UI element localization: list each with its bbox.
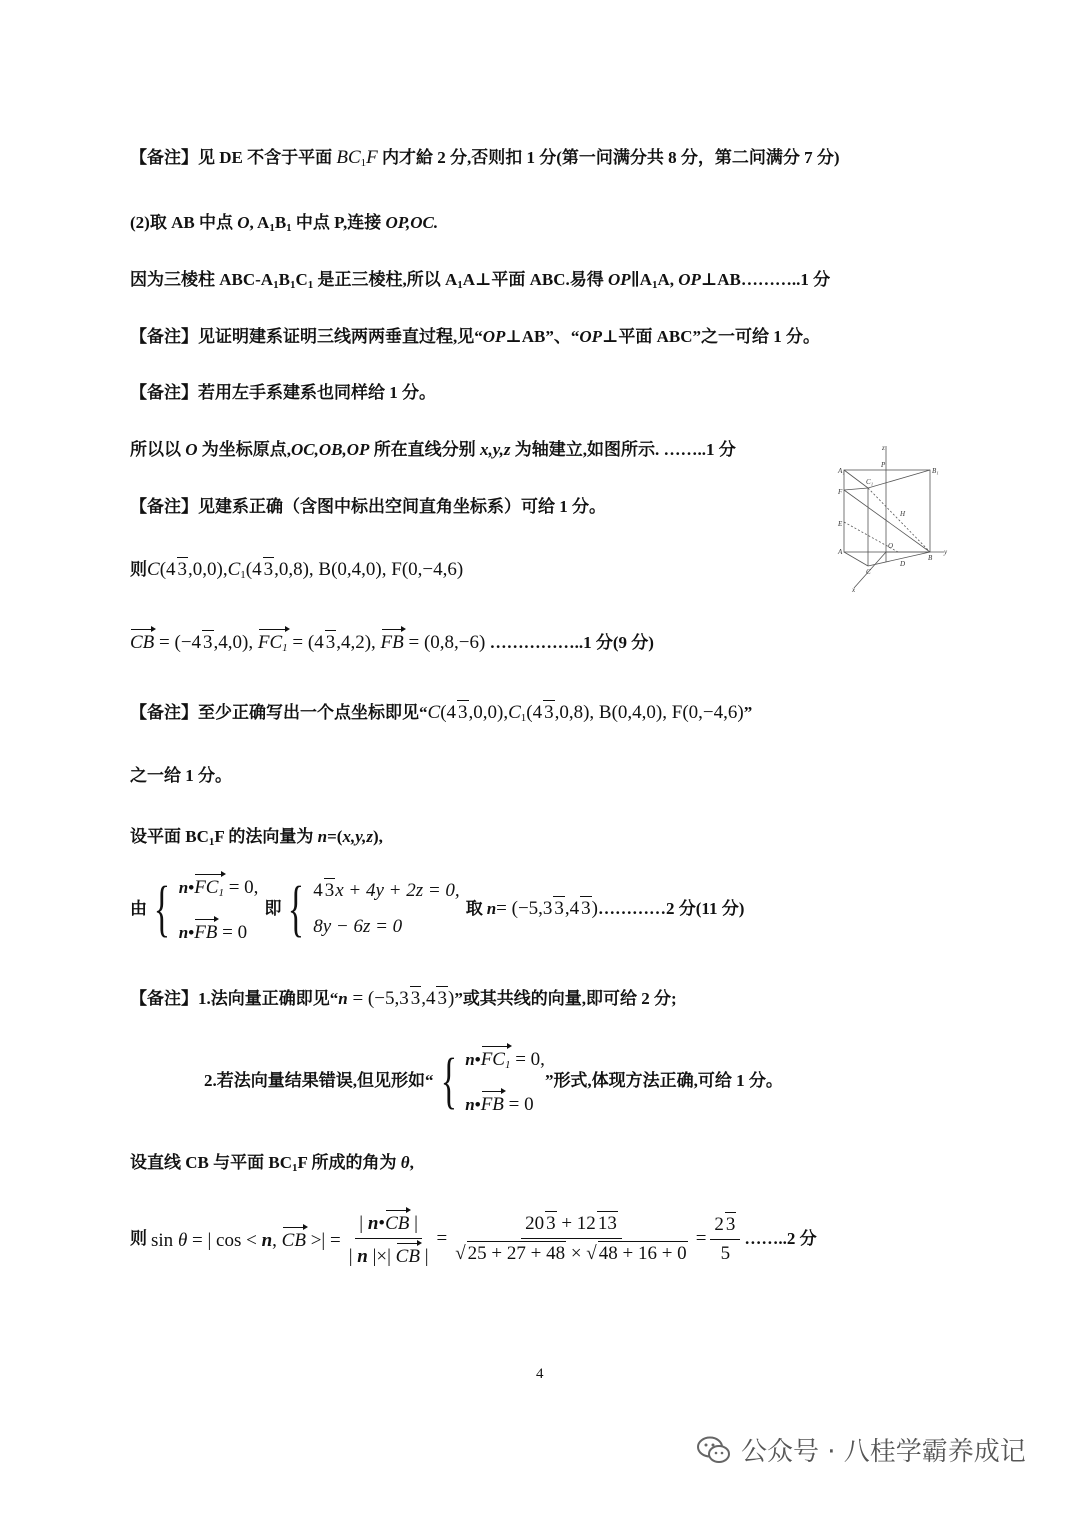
vector-fc1 (194, 872, 224, 905)
plane-name: F (366, 147, 378, 168)
equals: = (695, 1227, 707, 1249)
subscript: 1 (208, 836, 215, 848)
remark-line-7 (204, 1044, 783, 1117)
text: A, (657, 270, 679, 289)
sqrt: 3 (324, 880, 335, 901)
denominator: 5 (720, 1242, 731, 1264)
math: ,0,8), B(0,4,0), F(0,−4,6) (554, 702, 744, 723)
remark-tag: 【备注】 (130, 703, 198, 723)
math: = (−5,3 (496, 897, 553, 919)
vector-n: n (261, 1229, 273, 1251)
math: ) (591, 897, 598, 919)
subscript: 1 (307, 279, 314, 291)
label-a1: A₁ (838, 467, 845, 475)
segments: OC,OB,OP (291, 440, 370, 459)
label-d: D (900, 560, 906, 568)
dot-product-system (147, 872, 258, 945)
text: 2.若法向量结果错误,但见形如“ (204, 1070, 434, 1090)
math: ,4,0), (213, 632, 258, 653)
text: ∥A (630, 270, 652, 289)
vector-fb: FB (381, 627, 404, 655)
math: ,4 (564, 897, 580, 919)
sqrt: 3 (410, 988, 421, 1009)
score: …………2 分(11 分) (598, 898, 745, 918)
math: + 12 (556, 1213, 596, 1234)
text: 所在直线分别 (369, 440, 480, 459)
theta: θ (400, 1153, 410, 1172)
label-p: P (881, 461, 886, 469)
brace: { (440, 1046, 457, 1115)
brace: { (153, 874, 171, 943)
dot-product-system (434, 1044, 545, 1117)
math: (4 (440, 702, 457, 723)
score: ……………..1 分(9 分) (485, 633, 654, 652)
remark-line-5 (130, 700, 752, 730)
vector-fb: FB (481, 1089, 504, 1117)
remark-tag: 【备注】 (130, 327, 198, 347)
math: (4 (159, 559, 176, 580)
remark-tag: 【备注】 (130, 989, 198, 1009)
point-c1: C (227, 559, 241, 580)
system-row: $n•FC_1 = 0$, (179, 872, 259, 905)
numerator: | n•CB | (355, 1208, 422, 1239)
segment: OP (579, 327, 603, 346)
remark-line-2 (130, 325, 820, 349)
subscript: 1 (457, 279, 463, 291)
math: x + 4y + 2z = 0, (335, 880, 460, 901)
subscript: 1 (240, 569, 246, 581)
part2-intro (130, 211, 438, 240)
system-row: n•FB = 0 (465, 1089, 545, 1117)
text: 见建系正确（含图中标出空间直角坐标系）可给 1 分。 (198, 497, 606, 516)
text: 至少正确写出一个点坐标即见“ (198, 703, 428, 722)
math: 2 (714, 1213, 724, 1235)
subscript: 1 (286, 222, 292, 234)
text: A⊥平面 ABC.易得 (462, 270, 608, 289)
system-row (313, 878, 459, 903)
wechat-icon (697, 1436, 731, 1464)
segments: OP,OC. (385, 213, 439, 232)
subscript: 1 (504, 1059, 511, 1071)
numerator (710, 1212, 740, 1240)
sin-expr: sin θ = | cos < n, CB >| = (151, 1225, 341, 1253)
vector-cb: CB (396, 1241, 420, 1269)
vector-n: n (486, 898, 497, 918)
math: 8y − 6z = 0 (313, 916, 403, 937)
fraction-2 (451, 1211, 691, 1266)
label-c1: C₁ (866, 478, 874, 486)
text: ⊥AB………..1 分 (700, 270, 831, 289)
math: 4 (313, 880, 323, 901)
text: 设平面 BC (130, 827, 209, 846)
vector-cb: CB (282, 1225, 306, 1253)
vector-n: n (367, 1213, 379, 1234)
page-number: 4 (536, 1366, 544, 1382)
vector-n: n (465, 1050, 475, 1069)
score: ……..2 分 (744, 1228, 817, 1248)
text: 见证明建系证明三线两两垂直过程,见“ (198, 327, 483, 346)
text: ”或其共线的向量,即可给 2 分; (454, 989, 677, 1008)
text: ”形式,体现方法正确,可给 1 分。 (544, 1070, 783, 1090)
text: 中点 P,连接 (291, 213, 386, 232)
label-o: O (888, 542, 894, 550)
subscript: 1 (651, 279, 658, 291)
sine-computation (130, 1208, 817, 1269)
remark-line-1 (130, 146, 840, 175)
sqrt: 3 (544, 702, 554, 723)
sqrt: 3 (325, 632, 336, 653)
text: C (295, 270, 308, 289)
sqrt: 13 (597, 1213, 617, 1234)
theta: θ (177, 1229, 188, 1251)
equals: = (436, 1227, 448, 1249)
system-row: $n•FC_1 = 0$, (465, 1044, 545, 1077)
remark-line-3 (130, 381, 436, 405)
label-x: x (852, 586, 856, 592)
system-rows (465, 1044, 545, 1117)
remark-tag: 【备注】 (130, 148, 198, 168)
subscript: 1 (282, 642, 288, 654)
remark-tag: 【备注】 (130, 383, 198, 403)
sqrt: 3 (725, 1213, 736, 1235)
fraction-1 (345, 1208, 433, 1269)
sqrt: 3 (581, 898, 591, 919)
remark-line-4 (130, 495, 606, 519)
text: 取 (465, 898, 483, 918)
sqrt: 48 + 16 + 0 (598, 1243, 687, 1264)
math: = (−5,3 (347, 988, 409, 1009)
point-coordinates (130, 557, 463, 587)
text: B (274, 213, 287, 232)
label-b1: B₁ (932, 467, 939, 475)
vector-n: n (338, 989, 348, 1008)
subscript: 1 (269, 222, 275, 234)
prism-statement (130, 268, 830, 297)
text: B (278, 270, 290, 289)
vector-cb: CB (130, 627, 154, 655)
sqrt: 3 (203, 632, 213, 653)
segment: OP (678, 270, 701, 289)
label-c: C (866, 568, 871, 576)
brace: { (288, 874, 305, 943)
label-y: y (944, 548, 948, 556)
vector-cb: CB (385, 1208, 409, 1236)
point-o: O (237, 213, 250, 232)
subscript: 1 (520, 712, 527, 724)
system-rows (313, 878, 459, 939)
math: ,0,8), B(0,4,0), F(0,−4,6) (274, 559, 464, 580)
angle-setup (130, 1151, 414, 1180)
vector-fc1 (258, 627, 288, 660)
sqrt: 3 (437, 988, 447, 1009)
subscript: 1 (291, 1162, 298, 1174)
label-h: H (900, 510, 906, 518)
text: 设直线 CB 与平面 BC (130, 1153, 292, 1172)
math: = (−4 (154, 632, 202, 653)
math: ,4 (421, 988, 436, 1009)
vector-coordinates (130, 627, 654, 660)
denominator: √ 25 + 27 + 48 × √ 48 + 16 + 0 (455, 1243, 687, 1264)
math: = (4 (287, 632, 324, 653)
system-rows (179, 872, 259, 945)
segment: OP (482, 327, 506, 346)
sqrt: 3 (458, 702, 468, 723)
label-z: z (882, 444, 885, 452)
text: ” (743, 703, 753, 722)
system-row: n•FB = 0 (179, 917, 259, 945)
text: F 所成的角为 (297, 1153, 401, 1172)
text: F 的法向量为 (214, 827, 318, 846)
text: 1.法向量正确即见“ (198, 989, 339, 1008)
text: 所以以 (130, 440, 186, 459)
label-a: A (838, 548, 843, 556)
point-c1: C (508, 702, 521, 723)
text: ⊥平面 ABC”之一可给 1 分。 (602, 327, 820, 346)
axes: x,y,z (479, 440, 511, 459)
normal-vector-system (130, 872, 744, 945)
vector-name: FC (480, 1049, 505, 1070)
segment: OP (608, 270, 631, 289)
coordinate-setup (130, 438, 736, 462)
math: (4 (526, 702, 543, 723)
point-o: O (185, 440, 198, 459)
remark-tag: 【备注】 (130, 497, 198, 517)
text: ), (373, 827, 383, 846)
text: 是正三棱柱,所以 A (313, 270, 458, 289)
label-f: F (838, 488, 843, 496)
sqrt: 25 + 27 + 48 (467, 1243, 566, 1264)
denominator: | n |×| CB | (345, 1239, 433, 1269)
vector-n: n (317, 827, 328, 846)
text: 则 (130, 560, 147, 579)
vector-name: FC (257, 632, 283, 653)
sqrt: 3 (263, 559, 274, 580)
vector-n: n (178, 878, 189, 897)
text: 即 (264, 898, 282, 918)
text: 由 (130, 898, 147, 918)
vector-name: FC (194, 877, 219, 898)
fraction-3 (710, 1212, 740, 1266)
numerator (521, 1211, 622, 1239)
text: (2)取 AB 中点 (130, 213, 238, 232)
watermark (697, 1431, 1026, 1468)
watermark-text: 公众号 · 八桂学霸养成记 (741, 1437, 1026, 1467)
text: 为坐标原点, (197, 440, 292, 459)
remark-line-6 (130, 986, 677, 1011)
math: = (0,8,−6) (403, 632, 486, 653)
text: 为轴建立,如图所示. ……..1 分 (510, 440, 736, 459)
vector-n: n (178, 923, 189, 942)
sqrt: 3 (554, 898, 564, 919)
text: =( (327, 827, 343, 846)
subscript: 1 (273, 279, 279, 291)
label-b: B (928, 554, 933, 562)
math: (4 (245, 559, 262, 580)
text: 见 DE 不含于平面 (198, 148, 337, 167)
vector-n: n (357, 1246, 368, 1267)
variables: x,y,z (342, 827, 373, 846)
text: 内才給 2 分,否则扣 1 分(第一问满分共 8 分，第二问满分 7 分) (377, 148, 840, 167)
text: 之一给 1 分。 (130, 766, 232, 785)
point-c: C (427, 702, 441, 723)
vector-fb: FB (194, 917, 217, 945)
text: 因为三棱柱 ABC-A (130, 270, 274, 289)
system-row (313, 915, 459, 939)
math: ,0,0), (468, 702, 509, 723)
linear-system (281, 874, 460, 943)
text: , (409, 1153, 414, 1172)
plane-name: BC (336, 147, 361, 168)
math: ) (447, 988, 455, 1009)
subscript: 1 (289, 279, 296, 291)
subscript: 1 (218, 887, 224, 899)
text: , A (249, 213, 270, 232)
text: 则 (130, 1228, 147, 1248)
sqrt: 3 (546, 1213, 556, 1234)
vector-fc1 (481, 1044, 511, 1077)
vector-n: n (465, 1095, 475, 1114)
text: ⊥AB”、“ (505, 327, 580, 346)
remark-continuation (130, 764, 232, 788)
point-c: C (147, 559, 160, 580)
label-e: E (838, 520, 843, 528)
subscript: 1 (360, 157, 367, 169)
math: ,0,0), (188, 559, 228, 580)
math: 20 (525, 1213, 545, 1234)
math: ,4,2), (336, 632, 381, 653)
text: 若用左手系建系也同样给 1 分。 (198, 383, 436, 402)
prism-figure (832, 442, 952, 592)
sqrt: 3 (177, 559, 188, 580)
normal-vector-intro (130, 825, 383, 854)
